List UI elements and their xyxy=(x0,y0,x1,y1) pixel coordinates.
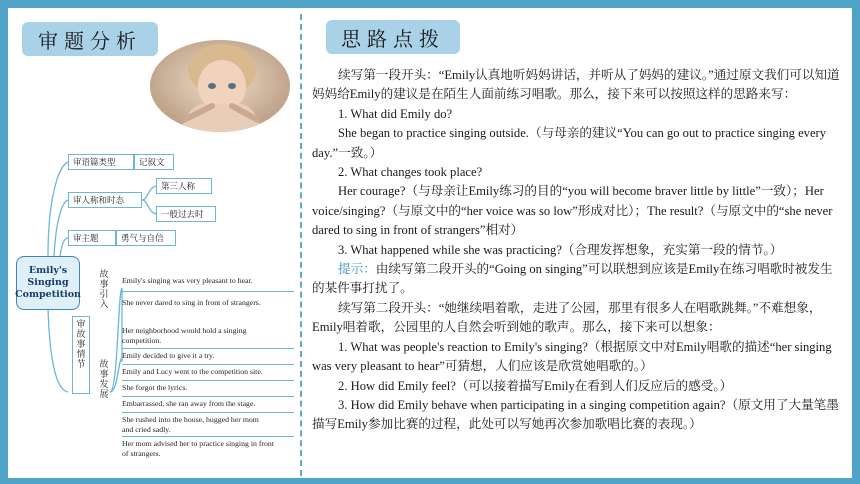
branch-plot: 审故事情节 xyxy=(72,316,90,394)
story-line: Embarrassed, she ran away from the stage. xyxy=(122,399,256,408)
story-divider xyxy=(122,348,294,349)
story-line: Her mom advised her to practice singing in front of strangers. xyxy=(122,439,274,458)
branch-theme-value: 勇气与自信 xyxy=(116,230,176,246)
story-line: Her neighborhood would hold a singing competition. xyxy=(122,326,247,345)
question: 2. How did Emily feel?（可以接着描写Emily在看到人们反应后的感受。） xyxy=(338,378,733,393)
story-divider xyxy=(122,364,294,365)
story-divider xyxy=(122,436,294,437)
story-divider xyxy=(122,380,294,381)
branch-text-type-value: 记叙文 xyxy=(134,154,174,170)
paragraph: 续写第一段开头：“Emily认真地听妈妈讲话，并听从了妈妈的建议。”通过原文我们可以知道妈妈给Emily的建议是在陌生人面前练习唱歌。那么，接下来可以按照这样的思路来写： xyxy=(312,68,840,102)
mindmap-root: Emily's Singing Competition xyxy=(16,256,80,310)
group-development: 故事发展 xyxy=(99,360,109,400)
branch-person-tense: 审人称和时态 xyxy=(68,192,142,208)
question: 3. How did Emily behave when participating in a singing competition again?（原文用了大量笔墨描写Emily参加比赛的过程，此处可以写她再次参加歌唱比赛的表现。） xyxy=(312,397,839,432)
question: 2. What changes took place? xyxy=(338,165,483,180)
story-line: Emily decided to give it a try. xyxy=(122,351,215,360)
question: 1. What did Emily do? xyxy=(338,106,453,121)
paragraph: 续写第二段开头：“她继续唱着歌，走进了公园，那里有很多人在唱歌跳舞。”不难想象，Emily唱着歌，公园里的人自然会听到她的歌声。那么，接下来可以想象： xyxy=(312,300,822,335)
analysis-tag: 审题分析 xyxy=(22,22,158,56)
story-line: She rushed into the house, hugged her mom and cried sadly. xyxy=(122,415,259,434)
story-divider xyxy=(122,396,294,397)
girl-photo xyxy=(150,40,290,132)
hint-tag: 思路点拨 xyxy=(326,20,460,54)
mind-map xyxy=(10,140,298,470)
panel-divider xyxy=(300,14,302,476)
hint-label: 提示： xyxy=(338,262,376,277)
question: 1. What was people's reaction to Emily's singing?（根据原文中对Emily唱歌的描述“her singing was very pleasant to hear”可猜想，人们应该是欣赏她唱歌的。） xyxy=(312,339,832,374)
paragraph: She began to practice singing outside.（与母亲的建议“You can go out to practice singing every day.”一致。） xyxy=(312,126,827,160)
paragraph: Her courage?（与母亲让Emily练习的目的“you will become braver little by little”一致）；Her voice/singing?（与原文中的“her voice was so low”形成对比）；The result?（与原文中的“she never dared to sing in front of strangers”相对） xyxy=(312,184,833,238)
branch-tense-value: 一般过去时 xyxy=(156,206,216,222)
hint-text: 由续写第二段开头的“Going on singing”可以联想到应该是Emily在练习唱歌时被发生的某件事打扰了。 xyxy=(312,262,833,296)
story-line: She forgot the lyrics. xyxy=(122,383,188,392)
hint-paragraph xyxy=(312,260,844,299)
group-intro: 故事引入 xyxy=(99,270,109,310)
story-line: Emily and Lucy went to the competition site. xyxy=(122,367,263,376)
story-divider xyxy=(122,412,294,413)
hint-content xyxy=(312,66,844,435)
story-line: Emily's singing was very pleasant to hear. xyxy=(122,276,253,285)
branch-person-value: 第三人称 xyxy=(156,178,212,194)
question: 3. What happened while she was practicing?（合理发挥想象，充实第一段的情节。） xyxy=(338,242,783,257)
branch-theme: 审主题 xyxy=(68,230,116,246)
story-divider xyxy=(122,291,294,292)
branch-text-type: 审语篇类型 xyxy=(68,154,134,170)
story-line: She never dared to sing in front of strangers. xyxy=(122,298,261,307)
